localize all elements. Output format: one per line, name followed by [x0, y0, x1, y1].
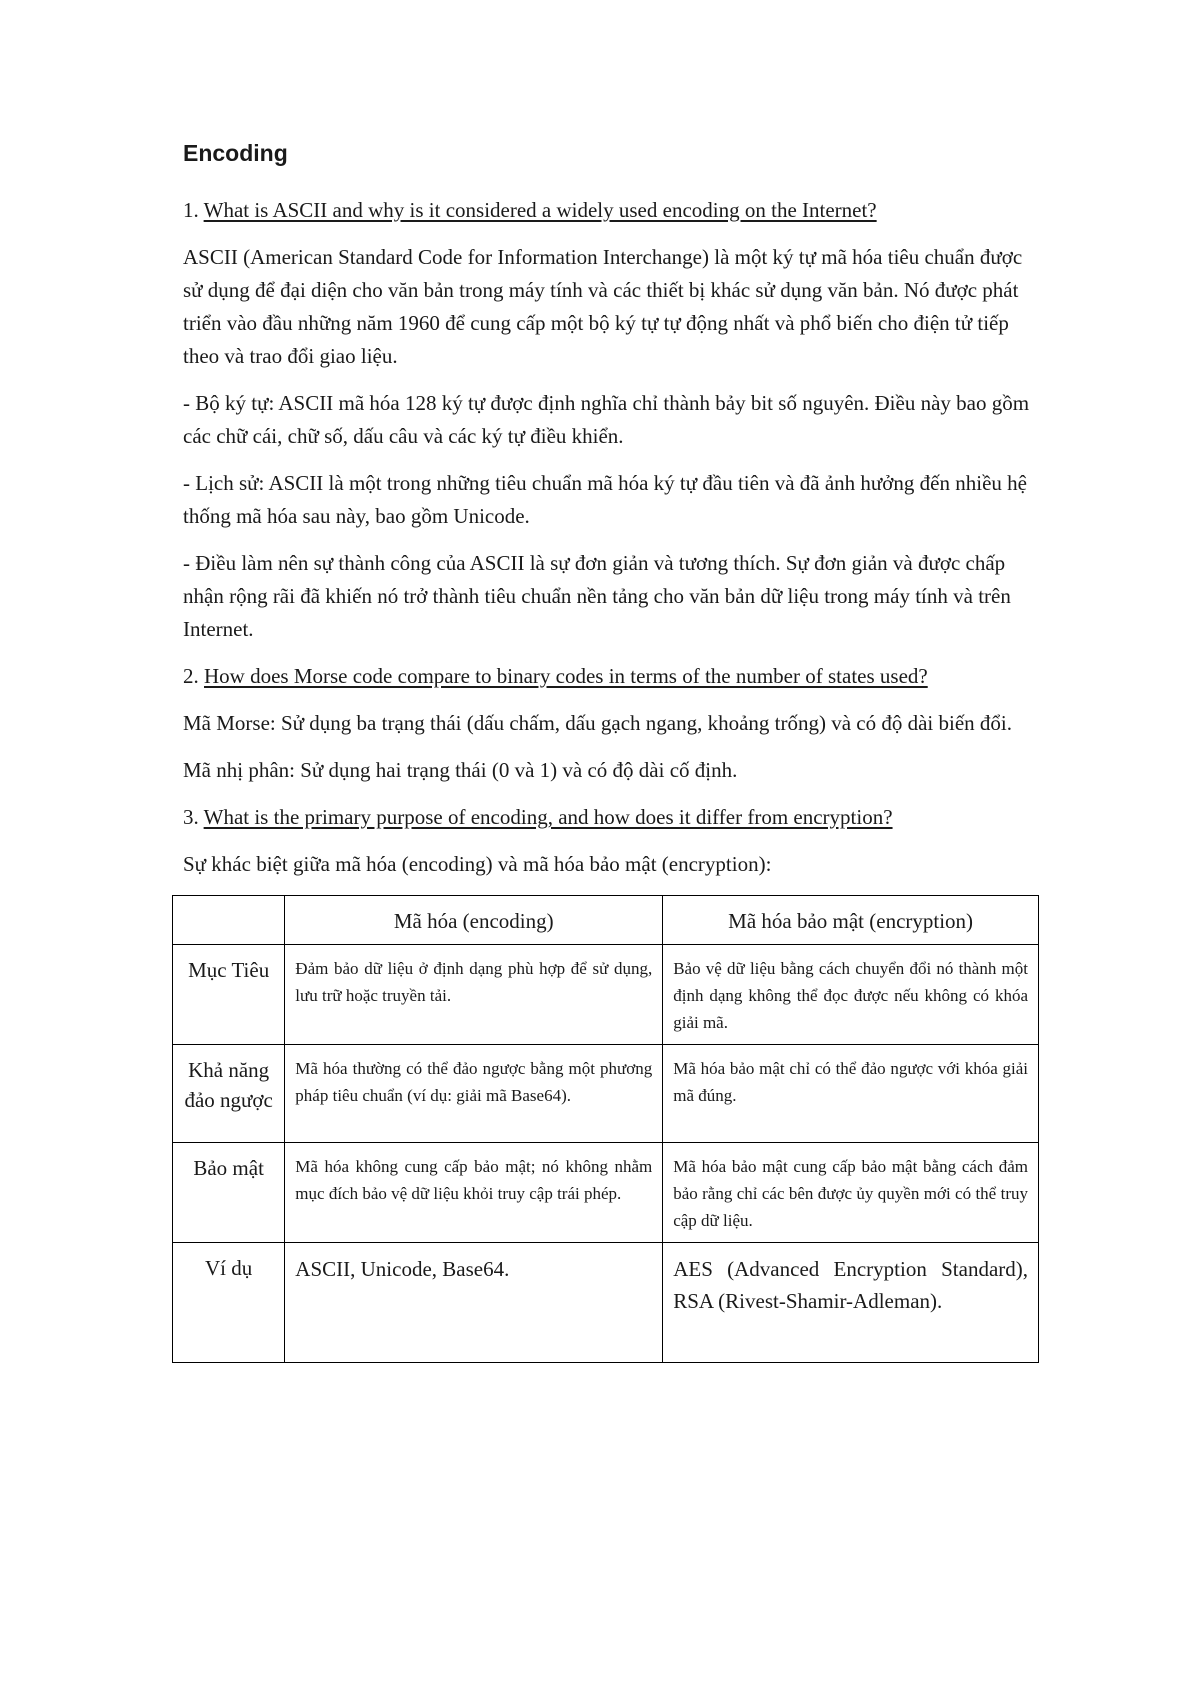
answer-1-paragraph-4: - Điều làm nên sự thành công của ASCII là sự đơn giản và tương thích. Sự đơn giản và được chấp nhận rộng rãi đã khiến nó trở thành tiêu chuẩn nền tảng cho văn bản dữ liệu trong máy tính và trên Internet.: [183, 550, 1011, 641]
answer-2-paragraph-1: Mã Morse: Sử dụng ba trạng thái (dấu chấm, dấu gạch ngang, khoảng trống) và có độ dài biến đổi.: [183, 710, 1013, 735]
cell-goal-encoding: Đảm bảo dữ liệu ở định dạng phù hợp để sử dụng, lưu trữ hoặc truyền tải.: [285, 944, 663, 1044]
table-row: [173, 1044, 1039, 1142]
answer-1-paragraph-3: - Lịch sử: ASCII là một trong những tiêu chuẩn mã hóa ký tự đầu tiên và đã ảnh hưởng đến nhiều hệ thống mã hóa sau này, bao gồm Unicode.: [183, 470, 1027, 528]
question-3: [183, 801, 1038, 834]
answer-3-paragraph-1: Sự khác biệt giữa mã hóa (encoding) và mã hóa bảo mật (encryption):: [183, 851, 772, 876]
row-label-example: Ví dụ: [173, 1242, 285, 1362]
cell-example-encoding: ASCII, Unicode, Base64.: [285, 1242, 663, 1362]
answer-2-paragraph-2: Mã nhị phân: Sử dụng hai trạng thái (0 và 1) và có độ dài cố định.: [183, 757, 738, 782]
question-3-text: What is the primary purpose of encoding, and how does it differ from encryption?: [203, 804, 893, 829]
cell-goal-encryption: Bảo vệ dữ liệu bằng cách chuyển đổi nó thành một định dạng không thể đọc được nếu không có khóa giải mã.: [663, 944, 1039, 1044]
row-label-reversibility: Khả năng đảo ngược: [173, 1044, 285, 1142]
question-2-number: 2.: [183, 663, 199, 688]
table-header-row: [173, 895, 1039, 944]
row-label-goal: Mục Tiêu: [173, 944, 285, 1044]
table-header-encoding: Mã hóa (encoding): [285, 895, 663, 944]
answer-1-paragraph-1: ASCII (American Standard Code for Information Interchange) là một ký tự mã hóa tiêu chuẩn được sử dụng để đại diện cho văn bản trong máy tính và các thiết bị khác sử dụng văn bản. Nó được phát triển vào đầu những năm 1960 để cung cấp một bộ ký tự tự động nhất và phổ biến cho điện tử tiếp theo và trao đổi giao liệu.: [183, 244, 1023, 368]
document-title: Encoding: [183, 140, 288, 166]
answer-1-paragraph-2: - Bộ ký tự: ASCII mã hóa 128 ký tự được định nghĩa chỉ thành bảy bit số nguyên. Điều này bao gồm các chữ cái, chữ số, dấu câu và các ký tự điều khiển.: [183, 390, 1030, 448]
question-1: [183, 194, 1038, 227]
table-row: [173, 1242, 1039, 1362]
question-2: [183, 660, 1038, 693]
table-header-encryption: Mã hóa bảo mật (encryption): [663, 895, 1039, 944]
question-1-number: 1.: [183, 197, 199, 222]
table-header-empty: [173, 895, 285, 944]
row-label-security: Bảo mật: [173, 1142, 285, 1242]
cell-security-encryption: Mã hóa bảo mật cung cấp bảo mật bằng cách đảm bảo rằng chỉ các bên được ủy quyền mới có thể truy cập dữ liệu.: [663, 1142, 1039, 1242]
cell-reversibility-encoding: Mã hóa thường có thể đảo ngược bằng một phương pháp tiêu chuẩn (ví dụ: giải mã Base64).: [285, 1044, 663, 1142]
document-content: [183, 140, 1038, 1363]
cell-security-encoding: Mã hóa không cung cấp bảo mật; nó không nhằm mục đích bảo vệ dữ liệu khỏi truy cập trái phép.: [285, 1142, 663, 1242]
comparison-table: [172, 895, 1039, 1363]
question-2-text: How does Morse code compare to binary codes in terms of the number of states used?: [204, 663, 928, 688]
question-3-number: 3.: [183, 804, 199, 829]
question-1-text: What is ASCII and why is it considered a widely used encoding on the Internet?: [203, 197, 877, 222]
table-row: [173, 944, 1039, 1044]
cell-example-encryption: AES (Advanced Encryption Standard), RSA (Rivest-Shamir-Adleman).: [663, 1242, 1039, 1362]
table-row: [173, 1142, 1039, 1242]
cell-reversibility-encryption: Mã hóa bảo mật chỉ có thể đảo ngược với khóa giải mã đúng.: [663, 1044, 1039, 1142]
